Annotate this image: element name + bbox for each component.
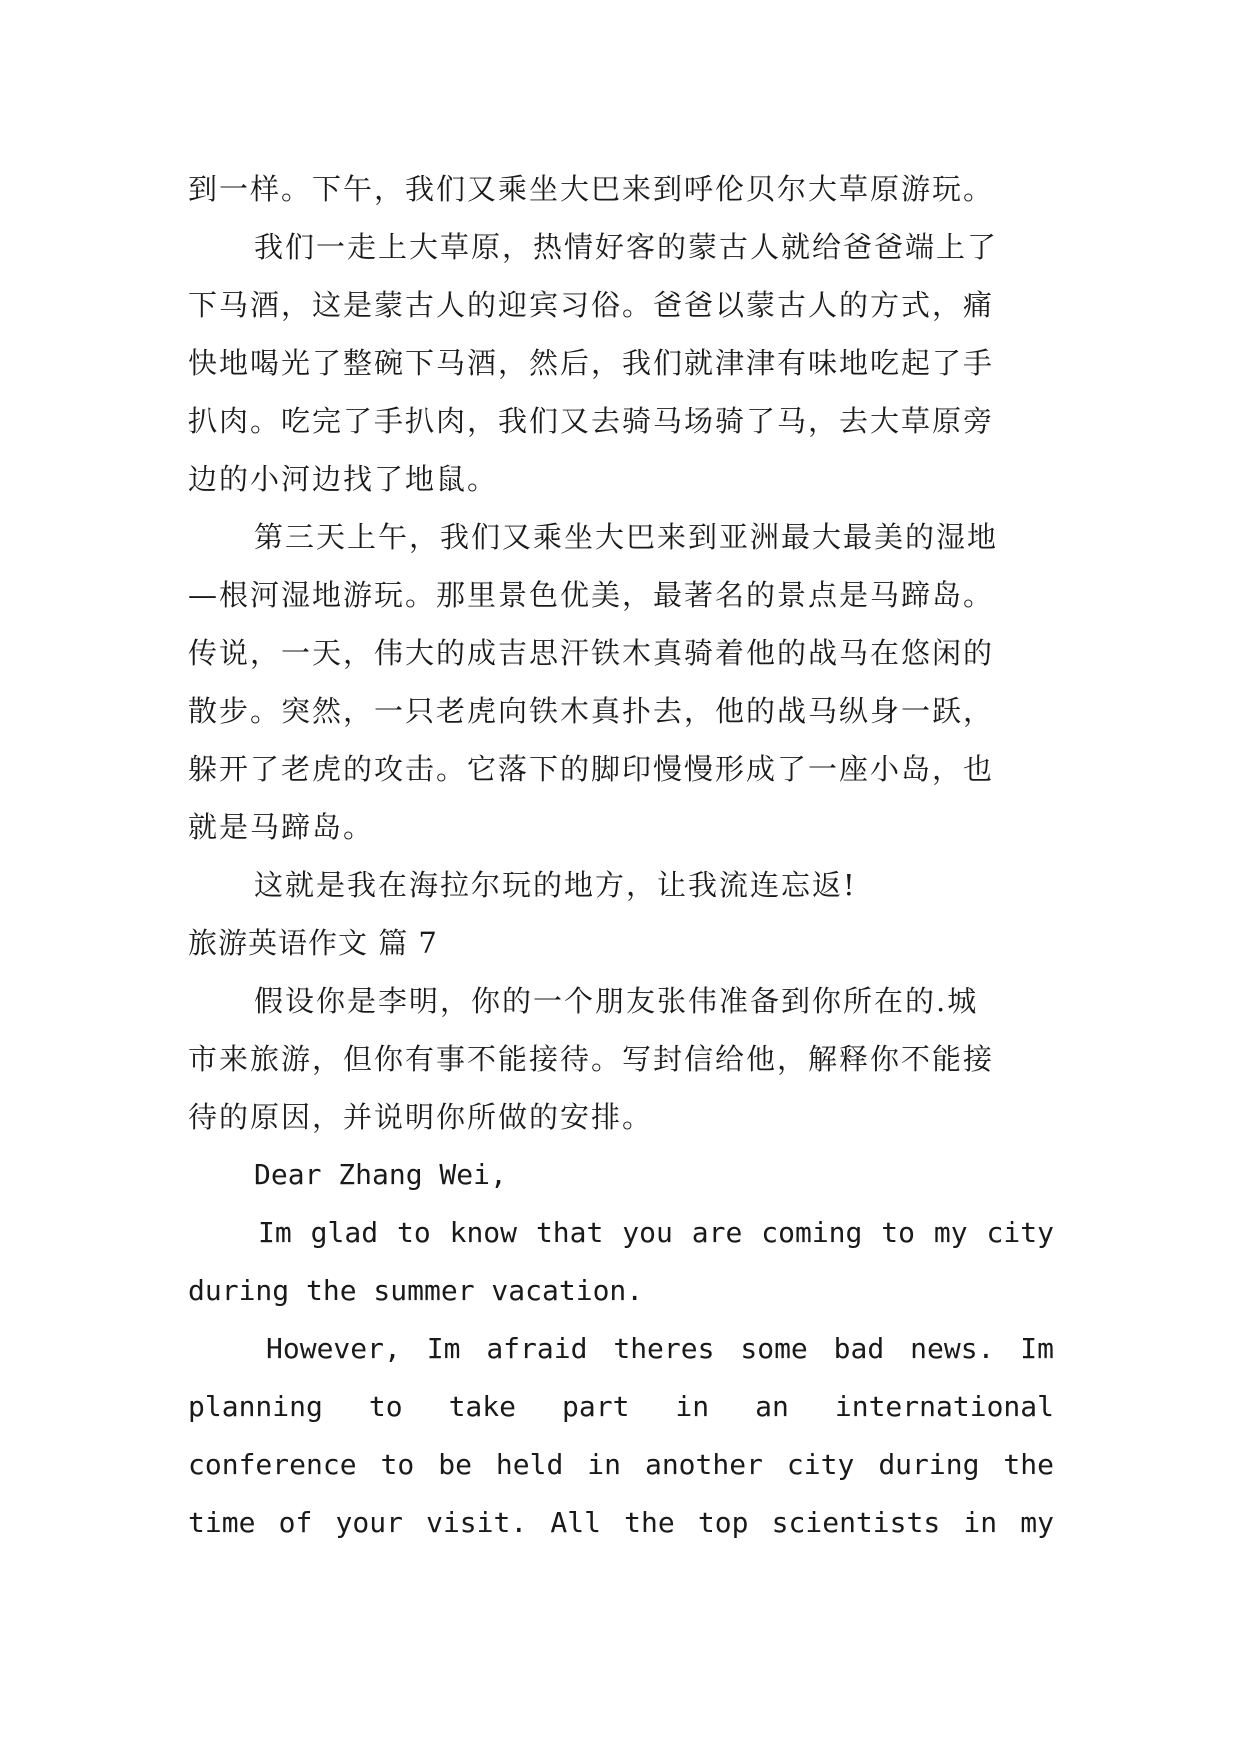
section-heading: 旅游英语作文 篇 7 (188, 926, 438, 960)
paragraph-line: 到一样。下午，我们又乘坐大巴来到呼伦贝尔大草原游玩。 (188, 172, 995, 206)
letter-line: during the summer vacation. (188, 1274, 644, 1307)
paragraph-line: 传说，一天，伟大的成吉思汗铁木真骑着他的战马在悠闲的 (188, 636, 995, 670)
paragraph-line: 就是马蹄岛。 (188, 810, 375, 844)
letter-line: Im glad to know that you are coming to my city (258, 1216, 1054, 1249)
paragraph-line: 待的原因，并说明你所做的安排。 (188, 1100, 654, 1134)
paragraph-line: 我们一走上大草原，热情好客的蒙古人就给爸爸端上了 (254, 230, 999, 264)
document-body (188, 160, 1054, 1552)
letter-line: However, Im afraid theres some bad news. Im (266, 1332, 1054, 1365)
letter-salutation: Dear Zhang Wei, (254, 1158, 507, 1191)
paragraph-line: 躲开了老虎的攻击。它落下的脚印慢慢形成了一座小岛，也 (188, 752, 995, 786)
paragraph-line: —根河湿地游玩。那里景色优美，最著名的景点是马蹄岛。 (188, 578, 995, 612)
paragraph-line: 这就是我在海拉尔玩的地方，让我流连忘返! (254, 868, 857, 902)
paragraph-line: 第三天上午，我们又乘坐大巴来到亚洲最大最美的湿地 (254, 520, 999, 554)
paragraph-line: 扒肉。吃完了手扒肉，我们又去骑马场骑了马，去大草原旁 (188, 404, 995, 438)
paragraph-line: 散步。突然，一只老虎向铁木真扑去，他的战马纵身一跃， (188, 694, 995, 728)
letter-line: planning to take part in an international (188, 1390, 1054, 1423)
paragraph-line: 快地喝光了整碗下马酒，然后，我们就津津有味地吃起了手 (188, 346, 995, 380)
paragraph-line: 下马酒，这是蒙古人的迎宾习俗。爸爸以蒙古人的方式，痛 (188, 288, 995, 322)
paragraph-line: 边的小河边找了地鼠。 (188, 462, 499, 496)
paragraph-line: 假设你是李明，你的一个朋友张伟准备到你所在的.城 (254, 984, 979, 1018)
paragraph-line: 市来旅游，但你有事不能接待。写封信给他，解释你不能接 (188, 1042, 995, 1076)
letter-line: conference to be held in another city during the (188, 1448, 1054, 1481)
letter-line: time of your visit. All the top scientists in my (188, 1506, 1054, 1539)
